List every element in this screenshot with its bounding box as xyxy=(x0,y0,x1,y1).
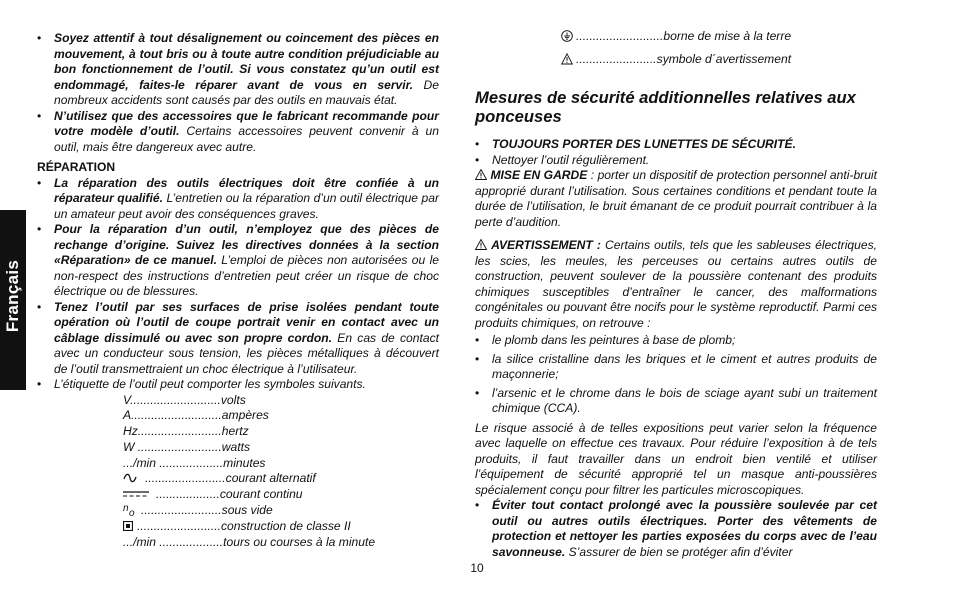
bullet-icon: • xyxy=(37,377,42,391)
bullet-text: Certains accessoires peuvent convenir à un outil, mais être dangereux avec autre. xyxy=(54,124,439,154)
symbol-row xyxy=(37,487,439,503)
warning-triangle-icon xyxy=(475,239,487,250)
bullet-icon: • xyxy=(37,299,42,314)
language-tab-label: Français xyxy=(3,259,22,333)
left-column xyxy=(37,31,439,550)
bullet-bold-text: Pour la réparation d’un outil, n’employez que des pièces de rechange d’origine. Suivez les directives données à la section «Réparation» de ce manuel. xyxy=(54,222,439,267)
list-item xyxy=(37,109,439,156)
bullet-icon: • xyxy=(475,137,480,151)
symbol-text: .........................construction de classe II xyxy=(137,518,351,533)
symbol-row xyxy=(37,535,439,551)
symbol-text: ........................sous vide xyxy=(141,503,273,518)
bullet-icon: • xyxy=(37,222,42,236)
bullet-bold-text: Tenez l’outil par ses surfaces de prise isolées pendant toute opération où l’outil de coupe portrait venir en contact avec un câblage dissimulé ou avec son propre cordon. xyxy=(54,299,439,345)
bullet-text: En cas de contact avec un conducteur sous tension, les pièces métalliques à découvert de l’outil transmettraient un choc électrique à l’utilisateur. xyxy=(54,330,440,376)
symbol-text: .../min ...................tours ou courses à la minute xyxy=(123,534,376,549)
symbol-text: ........................symbole d´avertissement xyxy=(576,52,792,66)
symbol-text: .../min ...................minutes xyxy=(123,455,266,470)
bullet-text: L’entretien ou la réparation d’un outil électrique par un amateur peut avoir des conséquences graves. xyxy=(54,191,439,221)
bullet-icon: • xyxy=(37,175,42,190)
bullet-text: S’assurer de bien se protéger afin d’éviter xyxy=(565,544,793,559)
class-ii-construction-icon xyxy=(123,521,133,531)
symbol-row xyxy=(37,456,439,472)
direct-current-icon xyxy=(123,489,149,499)
bullet-text: la silice cristalline dans les briques et le ciment et autres produits de maçonnerie; xyxy=(492,351,877,381)
bullet-bold-text: TOUJOURS PORTER DES LUNETTES DE SÉCURITÉ. xyxy=(492,137,796,151)
symbol-text: ...................courant continu xyxy=(156,487,303,502)
bullet-text: L’étiquette de l’outil peut comporter les symboles suivants. xyxy=(54,377,366,391)
symbol-row xyxy=(37,393,439,409)
list-item xyxy=(475,498,877,560)
symbol-row xyxy=(37,408,439,424)
symbol-text: A...........................ampères xyxy=(123,408,269,423)
list-item xyxy=(475,386,877,417)
bullet-text: Nettoyer l’outil régulièrement. xyxy=(492,152,650,167)
symbol-row xyxy=(37,519,439,535)
bullet-icon: • xyxy=(475,351,480,366)
list-item xyxy=(475,137,877,153)
bullet-text: L’emploi de pièces non autorisées ou le non-respect des instructions d’entretien peut créer un risque de choc électrique ou de blessures. xyxy=(54,253,439,298)
svg-text:o: o xyxy=(129,508,135,518)
list-item xyxy=(475,352,877,383)
list-item xyxy=(475,153,877,169)
bullet-icon: • xyxy=(475,152,480,167)
caution-label: MISE EN GARDE xyxy=(490,168,588,182)
list-item xyxy=(37,176,439,223)
symbol-text: ........................courant alternatif xyxy=(145,471,316,486)
bullet-text: De nombreux accidents sont causés par des outils en mauvais état. xyxy=(54,77,439,107)
bullet-bold-text: Éviter tout contact prolongé avec la poussière soulevée par cet outil ou autres outils électriques. Porter des vêtements de protection et nettoyer les parties exposées du corps avec de l’eau savonneuse. xyxy=(492,498,877,559)
symbol-row xyxy=(37,424,439,440)
symbol-row xyxy=(475,52,877,75)
bullet-text: l’arsenic et le chrome dans le bois de sciage ayant subi un traitement chimique (CCA). xyxy=(492,385,877,415)
bullet-bold-text: Soyez attentif à tout désalignement ou coincement des pièces en mouvement, à tout bris ou à toute autre condition préjudiciable au bon fonctionnement de l’outil. Si vous constatez qu’un outil est endommagé, faites-le réparer avant de vous en servir. xyxy=(54,31,439,92)
bullet-icon: • xyxy=(37,31,42,45)
no-load-speed-icon xyxy=(123,503,139,517)
alternating-current-icon xyxy=(123,472,137,484)
symbol-text: Hz.........................hertz xyxy=(123,424,249,439)
svg-text:n: n xyxy=(123,503,129,515)
symbol-text: ..........................borne de mise à la terre xyxy=(576,29,792,43)
right-column xyxy=(475,31,877,560)
list-item xyxy=(475,333,877,349)
warning-paragraph xyxy=(475,238,877,331)
bullet-bold-text: La réparation des outils électriques doit être confiée à un réparateur qualifié. xyxy=(54,175,439,205)
warning-text: Certains outils, tels que les sableuses électriques, les scies, les meules, les perceuses ou certains autres outils de construction, peuvent soulever de la poussière contenant des produits chimiques susceptibles d’entraîner le cancer, des malformations congénitales ou pouvant être nocifs pour le système reproductif. Parmi ces produits chimiques, on retrouve : xyxy=(475,238,877,330)
earthing-terminal-icon xyxy=(561,30,573,42)
section-heading-repair: RÉPARATION xyxy=(37,160,116,174)
symbol-row xyxy=(475,29,877,52)
symbol-row xyxy=(37,471,439,487)
symbol-text: W .........................watts xyxy=(123,439,251,454)
bullet-text: le plomb dans les peintures à base de plomb; xyxy=(492,333,736,347)
symbol-row xyxy=(37,503,439,519)
risk-paragraph: Le risque associé à de telles expositions peut varier selon la fréquence avec laquelle on effectue ces travaux. Pour réduire l’exposition à de tels produits, il faut travailler dans un endroit bien ventilé et utiliser l’équipement de sécurité approprié tel un masque anti-poussières spécialement conçu pour filtrer les particules microscopiques. xyxy=(475,420,877,497)
bullet-icon: • xyxy=(475,498,480,512)
list-item xyxy=(37,222,439,300)
bullet-icon: • xyxy=(37,108,42,123)
symbol-text: V...........................volts xyxy=(123,392,246,407)
caution-paragraph xyxy=(475,168,877,230)
warning-triangle-icon xyxy=(475,169,487,180)
warning-triangle-icon xyxy=(561,53,573,65)
warning-label: AVERTISSEMENT : xyxy=(491,238,601,252)
list-item xyxy=(37,300,439,378)
list-item xyxy=(37,377,439,393)
bullet-icon: • xyxy=(475,385,480,400)
caution-text: : porter un dispositif de protection personnel anti-bruit approprié durant l’utilisation. Sous certaines conditions et pendant toute la durée de l’utilisation, le bruit émanant de ce produit pourrait contribuer à la perte d’audition. xyxy=(475,168,877,229)
page-number: 10 xyxy=(470,561,484,575)
symbol-row xyxy=(37,440,439,456)
section-title: Mesures de sécurité additionnelles relatives aux ponceuses xyxy=(475,88,856,126)
list-item xyxy=(37,31,439,109)
bullet-icon: • xyxy=(475,333,480,347)
language-tab xyxy=(0,210,26,390)
bullet-bold-text: N’utilisez que des accessoires que le fabricant recommande pour votre modèle d’outil. xyxy=(54,108,439,138)
